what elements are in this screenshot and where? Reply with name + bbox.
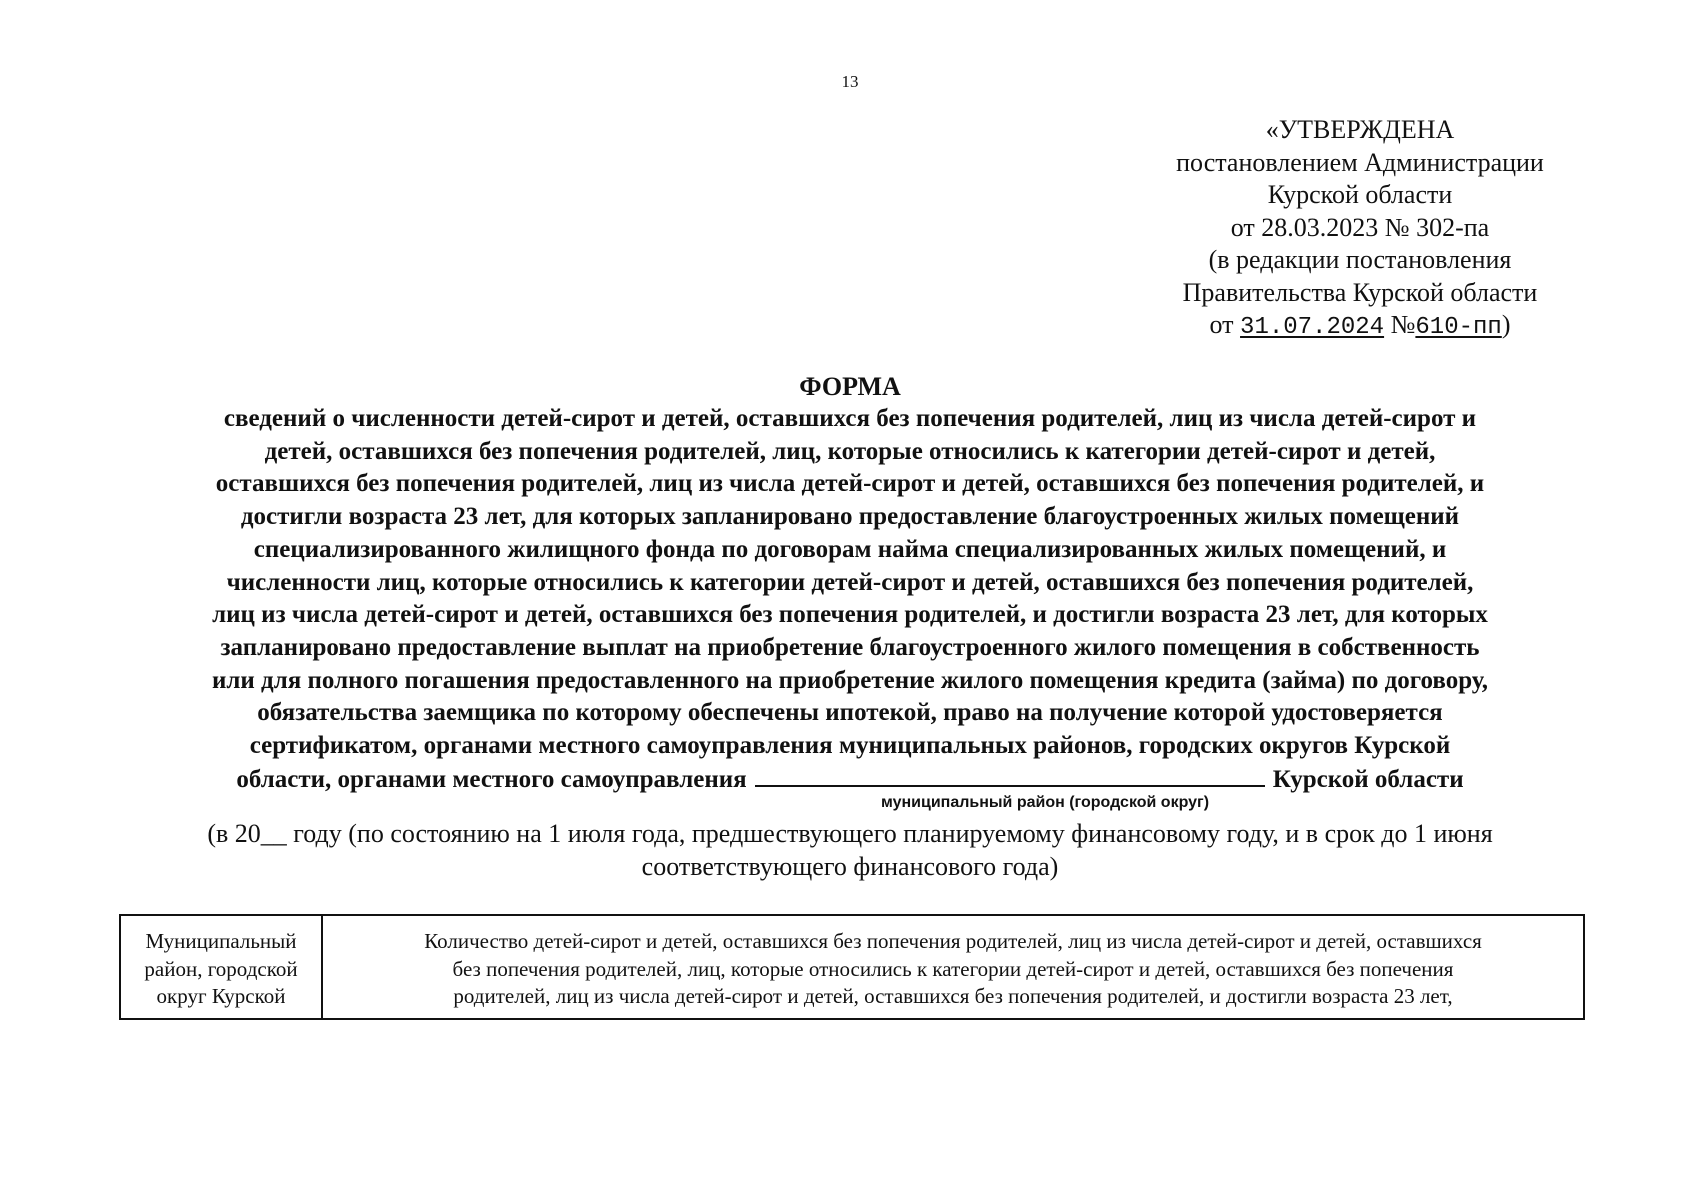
approval-line: «УТВЕРЖДЕНА <box>1265 115 1455 144</box>
number-prefix: № <box>1390 310 1416 339</box>
subtitle-line: оставшихся без попечения родителей, лиц из числа детей-сирот и детей, оставшихся без попечения родителей, и <box>215 470 1485 498</box>
subtitle-line: детей, оставшихся без попечения родителей, лиц, которые относились к категории детей-сирот и детей, <box>264 437 1436 465</box>
table-header-district <box>121 916 323 1018</box>
last-line-end: Курской области <box>1272 765 1464 793</box>
approval-line: Правительства Курской области <box>1182 277 1538 307</box>
subtitle-line: запланировано предоставление выплат на приобретение благоустроенного жилого помещения в собственность <box>220 633 1480 661</box>
subtitle-last-line <box>110 763 1590 797</box>
approval-line: от 28.03.2023 № 302-па <box>1230 212 1490 242</box>
approval-line: (в редакции постановления <box>1208 245 1512 274</box>
approval-block <box>1150 114 1570 345</box>
subtitle-line: специализированного жилищного фонда по договорам найма специализированных жилых помещений, и <box>253 535 1447 563</box>
approval-date-line <box>1150 309 1570 345</box>
subtitle-line: сведений о численности детей-сирот и детей, оставшихся без попечения родителей, лиц из числа детей-сирот и <box>223 405 1477 432</box>
header-line: без попечения родителей, лиц, которые относились к категории детей-сирот и детей, оставшихся без попечения <box>452 956 1454 981</box>
subtitle-line: достигли возраста 23 лет, для которых запланировано предоставление благоустроенных жилых помещений <box>240 503 1460 531</box>
date-prefix: от <box>1209 310 1234 339</box>
handwritten-number: 610-пп <box>1415 314 1502 341</box>
form-title: ФОРМА <box>799 372 901 401</box>
blank-field-caption: муниципальный район (городской округ) <box>880 794 1210 811</box>
period-note <box>110 818 1590 883</box>
header-line: родителей, лиц из числа детей-сирот и детей, оставшихся без попечения родителей, и достигли возраста 23 лет, <box>453 984 1453 1008</box>
subtitle-line: сертификатом, органами местного самоуправления муниципальных районов, городских округов Курской <box>249 732 1451 760</box>
subtitle-line: или для полного погашения предоставленного на приобретение жилого помещения кредита (займа) по договору, <box>211 666 1489 694</box>
header-line: район, городской <box>144 956 298 981</box>
subtitle-line: обязательства заемщика по которому обеспечены ипотекой, право на получение которой удостоверяется <box>257 699 1443 727</box>
header-line: Количество детей-сирот и детей, оставшихся без попечения родителей, лиц из числа детей-сирот и детей, оставшихся <box>424 929 1482 953</box>
approval-line: постановлением Администрации <box>1176 147 1544 177</box>
municipality-blank-field[interactable] <box>755 763 1265 787</box>
table-header-count <box>323 916 1583 1018</box>
subtitle-line: численности лиц, которые относились к категории детей-сирот и детей, оставшихся без попечения родителей, <box>226 568 1474 596</box>
page-number: 13 <box>841 72 859 91</box>
header-line: Муниципальный <box>145 929 297 953</box>
subtitle-line: лиц из числа детей-сирот и детей, оставшихся без попечения родителей, и достигли возраста 23 лет, для которых <box>212 601 1488 629</box>
closing-paren: ) <box>1501 310 1511 339</box>
form-subtitle <box>110 403 1590 796</box>
header-line: округ Курской <box>156 984 286 1008</box>
data-table <box>119 914 1585 1020</box>
approval-line: Курской области <box>1267 180 1453 209</box>
last-line-start: области, органами местного самоуправления <box>236 765 747 793</box>
period-line: соответствующего финансового года) <box>641 851 1059 881</box>
handwritten-date: 31.07.2024 <box>1240 314 1385 341</box>
period-line: (в 20__ году (по состоянию на 1 июля года, предшествующего планируемому финансовому году, и в срок до 1 июня <box>207 819 1493 848</box>
